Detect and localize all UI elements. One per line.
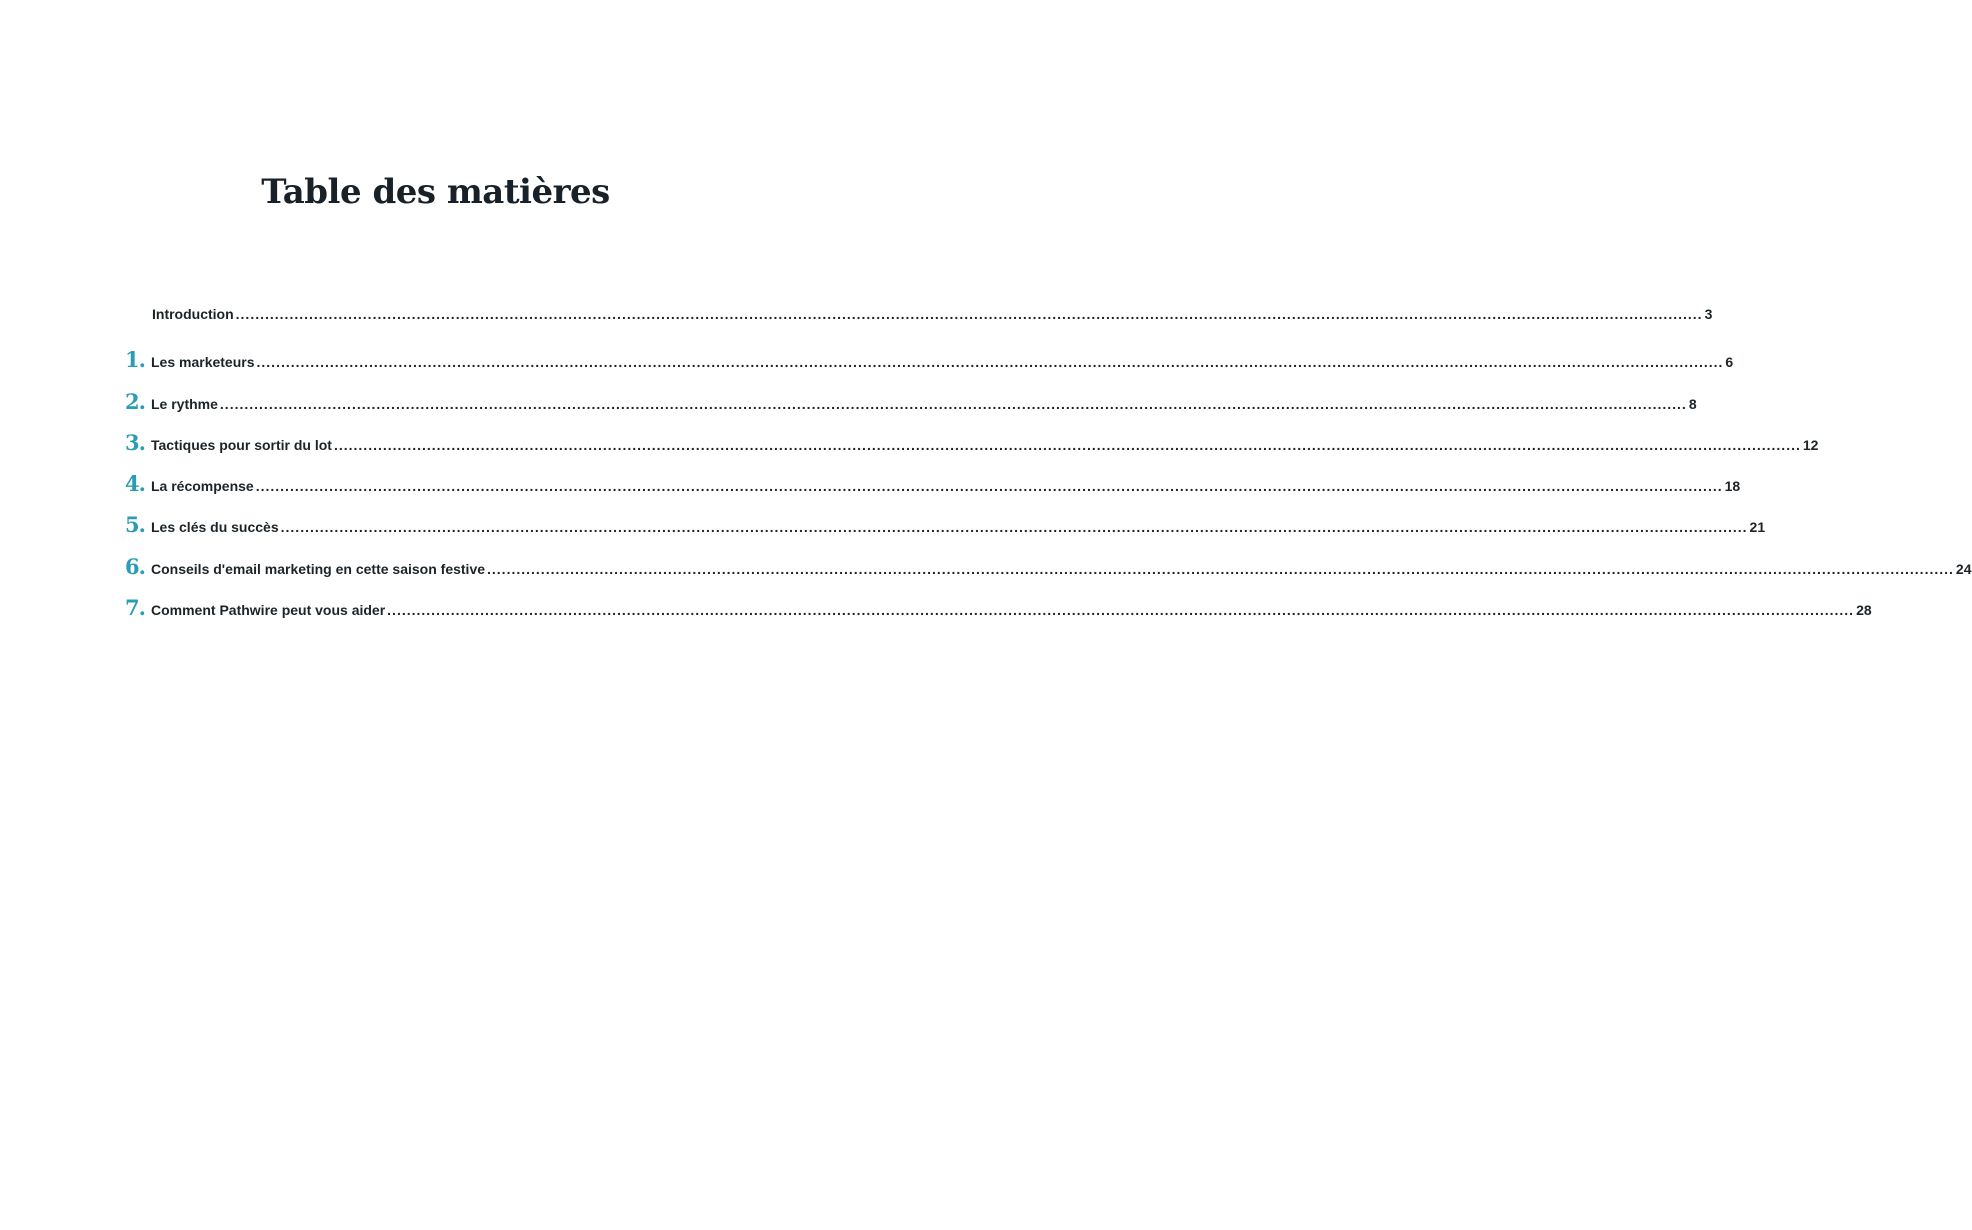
toc-entry-page: 3: [1704, 306, 1713, 322]
toc-leader-dots: ............................................................................................................................................................................................................................................................................................................: [280, 519, 1748, 536]
toc-entry-page: 18: [1724, 478, 1741, 495]
toc-entry-la-recompense[interactable]: [125, 471, 1741, 512]
toc-entry-number: 6.: [125, 553, 145, 579]
toc-entry-introduction[interactable]: [125, 306, 1713, 347]
toc-leader-dots: ............................................................................................................................................................................................................................................................................................................: [333, 436, 1801, 453]
toc-entry-label: Les clés du succès: [151, 519, 279, 536]
toc-leader-dots: ............................................................................................................................................................................................................................................................................................................: [255, 478, 1723, 495]
toc-leader-dots: ............................................................................................................................................................................................................................................................................................................: [256, 354, 1724, 371]
toc-entry-page: 21: [1749, 519, 1766, 536]
toc-leader-dots: ............................................................................................................................................................................................................................................................................................................: [487, 560, 1954, 577]
toc-leader-dots: ............................................................................................................................................................................................................................................................................................................: [219, 395, 1687, 412]
toc-leader-dots: ............................................................................................................................................................................................................................................................................................................: [235, 306, 1703, 322]
page-title: Table des matières: [261, 172, 610, 212]
toc-entry-number: 7.: [125, 595, 145, 621]
toc-leader-dots: ............................................................................................................................................................................................................................................................................................................: [387, 602, 1855, 619]
toc-entry-number: 1.: [125, 347, 145, 373]
toc-entry-label: Conseils d'email marketing en cette saison festive: [151, 560, 486, 577]
toc-entry-label: Tactiques pour sortir du lot: [151, 436, 332, 453]
toc-entry-label: Comment Pathwire peut vous aider: [151, 602, 386, 619]
toc-entry-label: Introduction: [152, 306, 234, 322]
toc-entry-label: Les marketeurs: [151, 354, 255, 371]
toc-entry-le-rythme[interactable]: [125, 388, 1697, 430]
toc-entry-les-marketeurs[interactable]: [125, 347, 1734, 388]
toc-entry-page: 8: [1688, 395, 1697, 412]
toc-entry-label: Le rythme: [151, 395, 218, 412]
table-of-contents: [125, 306, 1972, 636]
toc-entry-number: 2.: [125, 388, 145, 414]
toc-entry-tactiques[interactable]: [125, 429, 1819, 471]
toc-entry-pathwire[interactable]: [125, 595, 1872, 636]
toc-entry-page: 12: [1802, 436, 1819, 453]
toc-entry-conseils[interactable]: [125, 553, 1972, 595]
toc-entry-label: La récompense: [151, 478, 254, 495]
toc-entry-number: 3.: [125, 429, 145, 455]
toc-entry-number: 5.: [125, 512, 145, 538]
toc-entry-page: 24: [1955, 560, 1972, 577]
toc-entry-number: 4.: [125, 471, 145, 497]
toc-entry-les-cles-du-succes[interactable]: [125, 512, 1766, 553]
toc-entry-page: 6: [1725, 354, 1734, 371]
toc-entry-page: 28: [1856, 602, 1872, 619]
